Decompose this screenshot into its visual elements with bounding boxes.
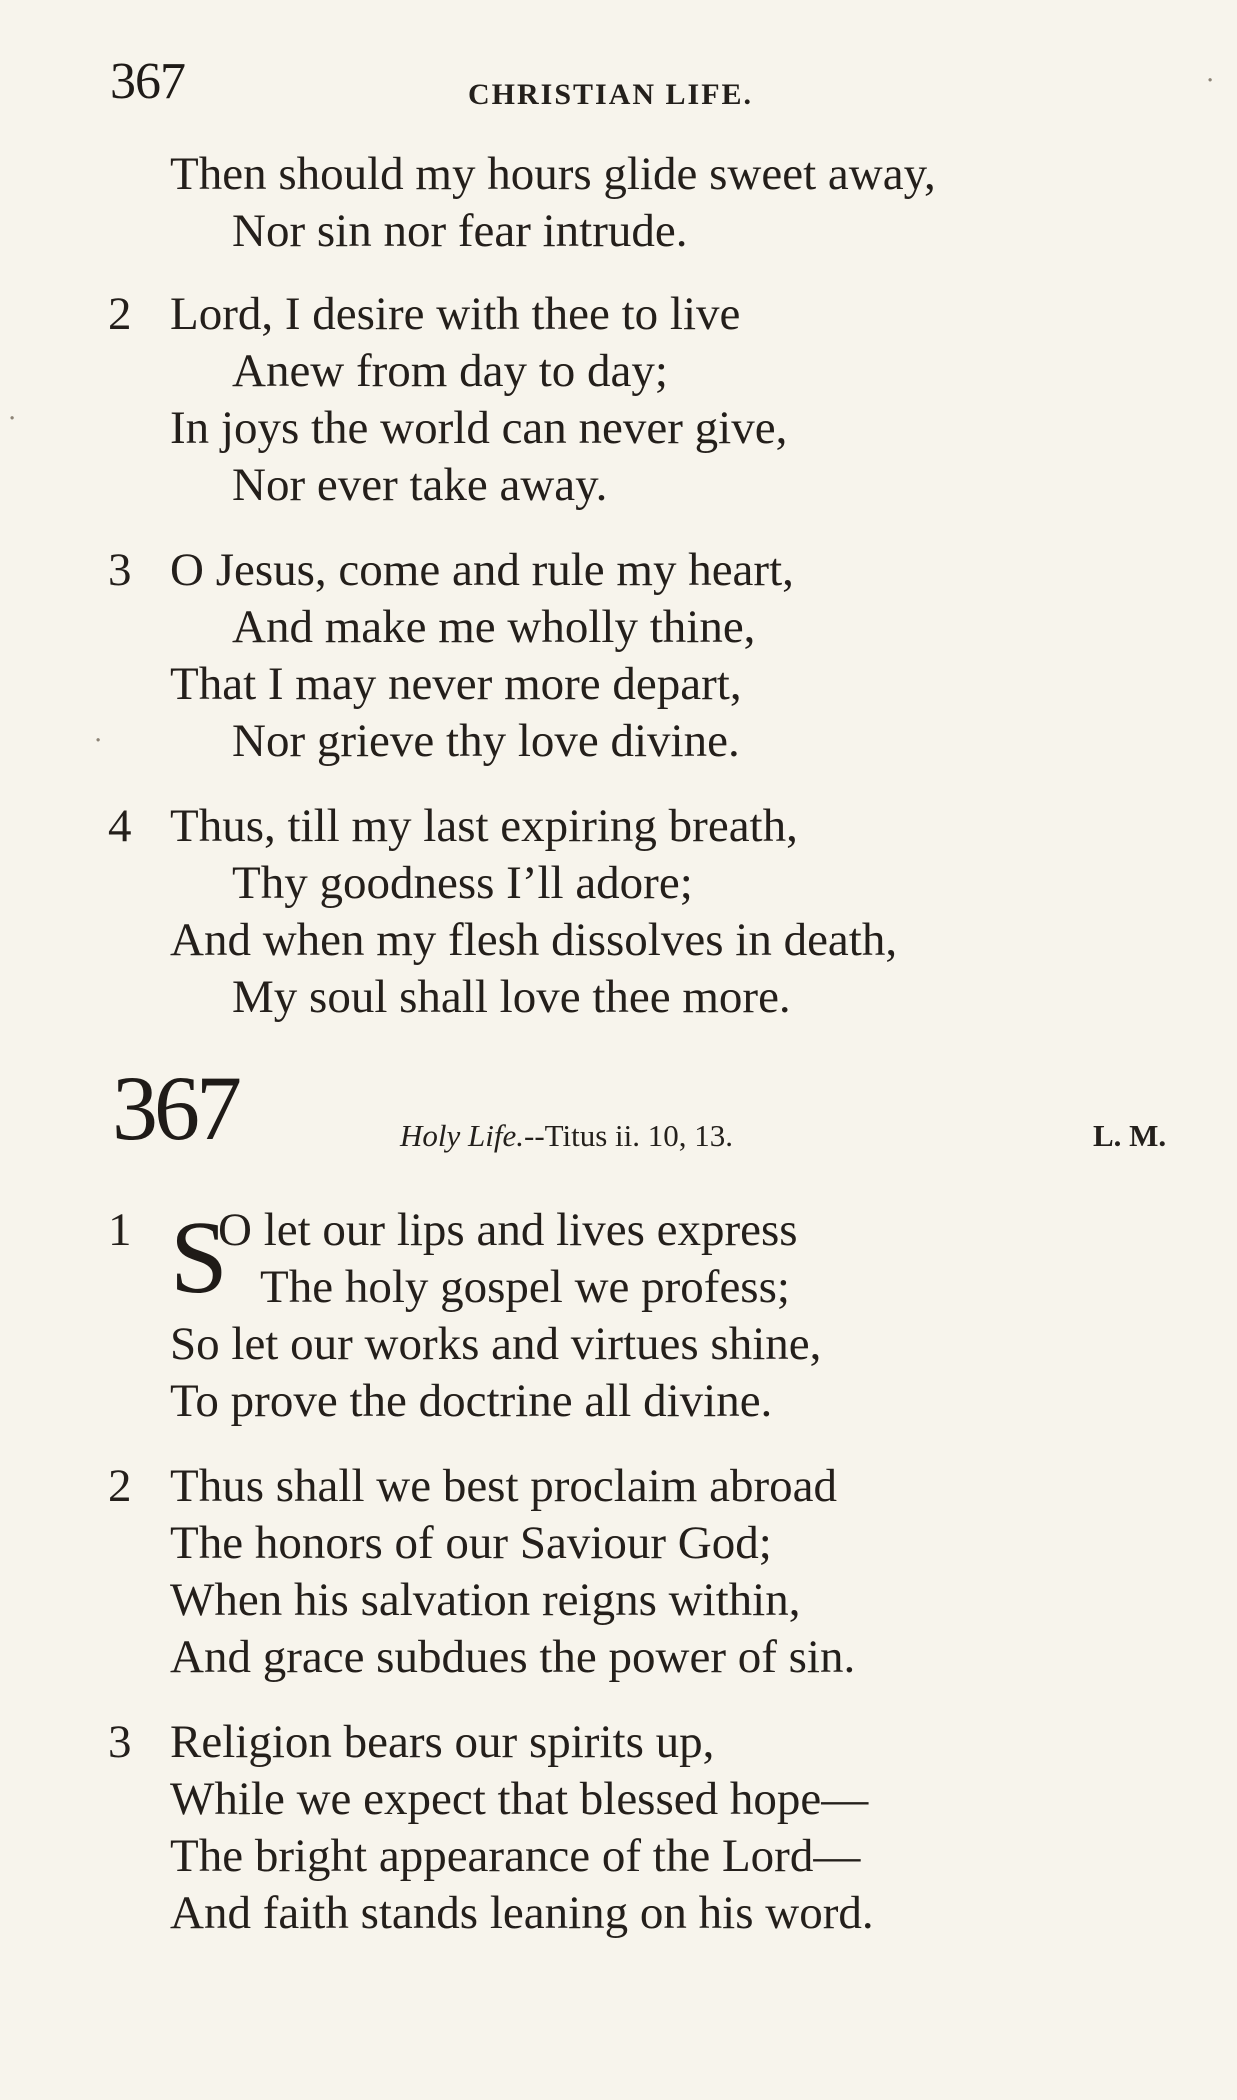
verse-line: Nor sin nor fear intrude.	[232, 205, 688, 257]
hymn-meter: L. M.	[1093, 1118, 1167, 1153]
print-speck: ·	[8, 404, 17, 434]
hymn-verse-1	[108, 1202, 821, 1430]
verse-line: In joys the world can never give,	[170, 402, 788, 454]
verse-line: While we expect that blessed hope—	[170, 1773, 869, 1825]
verse-number: 2	[108, 1460, 132, 1512]
verse-line: And grace subdues the power of sin.	[170, 1631, 856, 1683]
verse-line: The honors of our Saviour God;	[170, 1517, 772, 1569]
page-number: 367	[110, 53, 185, 110]
verse-line: And when my flesh dissolves in death,	[170, 914, 898, 966]
verse-line: And make me wholly thine,	[232, 601, 756, 653]
drop-cap: S	[170, 1200, 228, 1315]
verse-4	[108, 798, 897, 1026]
verse-number: 2	[108, 288, 132, 340]
verse-2	[108, 286, 787, 514]
hymn-verse-3	[108, 1714, 874, 1942]
verse-line: Thus, till my last expiring breath,	[170, 800, 798, 852]
verse-line: Anew from day to day;	[232, 345, 668, 397]
verse-line: That I may never more depart,	[170, 658, 742, 710]
hymn-number: 367	[112, 1057, 238, 1159]
verse-line: The bright appearance of the Lord—	[170, 1830, 861, 1882]
verse-number: 4	[108, 800, 132, 852]
verse-line: Then should my hours glide sweet away,	[170, 148, 936, 200]
verse-line: My soul shall love thee more.	[232, 971, 791, 1023]
verse-line: To prove the doctrine all divine.	[170, 1375, 773, 1427]
verse-line: Religion bears our spirits up,	[170, 1716, 715, 1768]
verse-line: So let our works and virtues shine,	[170, 1318, 822, 1370]
verse-line: The holy gospel we profess;	[260, 1261, 790, 1313]
verse-line: Nor ever take away.	[232, 459, 608, 511]
hymn-title	[400, 1118, 733, 1154]
verse-3	[108, 542, 794, 770]
print-speck: ·	[1206, 66, 1215, 96]
hymn-reference: --Titus ii. 10, 13.	[524, 1118, 734, 1153]
hymn-title-text: Holy Life.	[400, 1118, 524, 1153]
verse-number: 1	[108, 1204, 132, 1256]
verse-number: 3	[108, 1716, 132, 1768]
verse-line: Lord, I desire with thee to live	[170, 288, 741, 340]
running-title: CHRISTIAN LIFE.	[468, 78, 754, 111]
print-speck: ·	[94, 726, 103, 756]
verse-line: Thy goodness I’ll adore;	[232, 857, 693, 909]
verse-line: O let our lips and lives express	[218, 1204, 798, 1256]
verse-line: And faith stands leaning on his word.	[170, 1887, 874, 1939]
hymn-verse-2	[108, 1458, 855, 1686]
verse-number: 3	[108, 544, 132, 596]
verse-line: Nor grieve thy love divine.	[232, 715, 740, 767]
verse-line: O Jesus, come and rule my heart,	[170, 544, 794, 596]
verse-line: Thus shall we best proclaim abroad	[170, 1460, 837, 1512]
verse-continuation	[108, 146, 936, 260]
verse-line: When his salvation reigns within,	[170, 1574, 801, 1626]
